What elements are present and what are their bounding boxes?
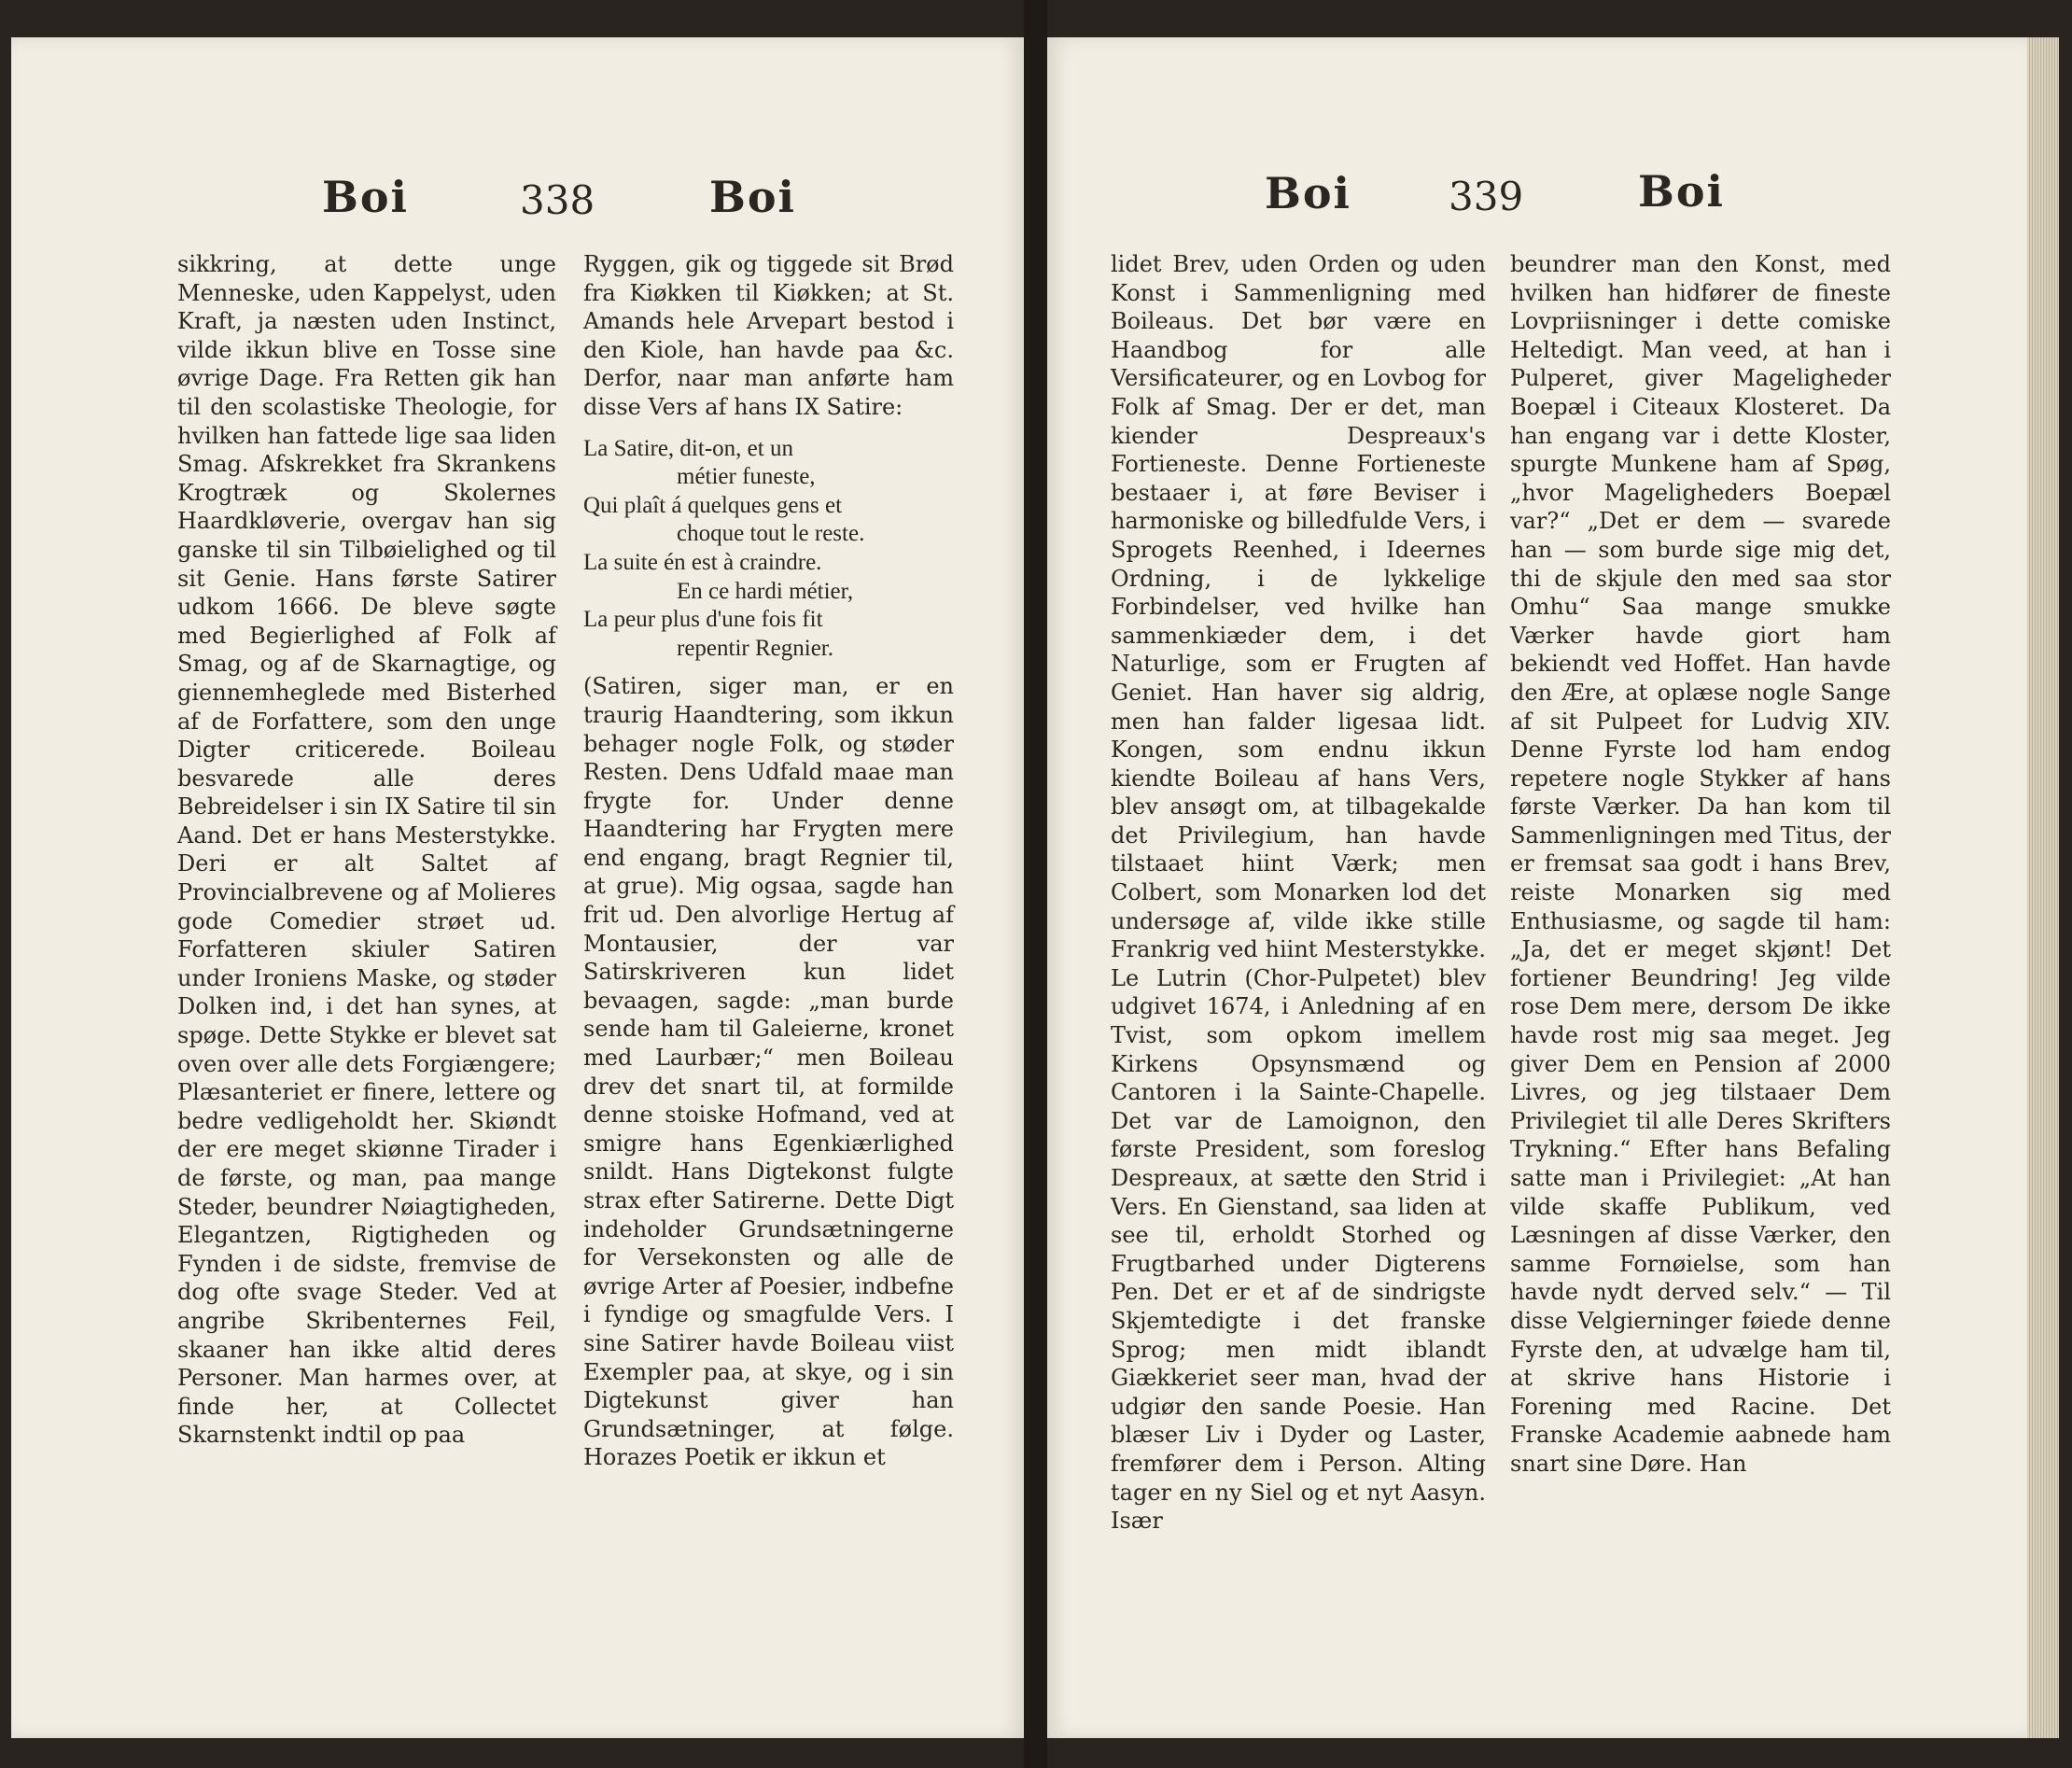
body-text: (Satiren, siger man, er en traurig Haandtering, som ikkun behager nogle Folk, og støder Resten. Dens Udfald maae man frygte for. Under denne Haandtering har Frygten mere end engang, bragt Regnier til, at grue). Mig ogsaa, sagde han frit ud. Den alvorlige Hertug af Montausier, der var Satirskriveren kun lidet bevaagen, sagde: „man burde sende ham til Galeierne, kronet med Laurbær;“ men Boileau drev det snart til, at formilde denne stoiske Hofmand, ved at smigre hans Egenkiærlighed snildt. Hans Digtekonst fulgte strax efter Satirerne. Dette Digt indeholder Grundsætningerne for Versekonsten og alle de øvrige Arter af Poesier, indbefne i fyndige og smagfulde Vers. I sine Satirer havde Boileau viist Exempler paa, at skye, og i sin Digtekunst giver han Grundsætninger, at følge. Horazes Poetik er ikkun et xyxy=(583,673,954,1471)
left-page xyxy=(11,37,1024,1738)
verse-line: La peur plus d'une fois fit xyxy=(583,607,823,633)
text-column-2 xyxy=(1510,250,1891,1479)
header-word-right: Boi xyxy=(709,172,797,222)
text-column-2 xyxy=(583,250,954,1472)
right-page xyxy=(1047,37,2027,1738)
verse-line: La suite én est à craindre. xyxy=(583,549,822,575)
text-column-1 xyxy=(1111,250,1486,1536)
verse-line: La Satire, dit-on, et un xyxy=(583,435,793,461)
body-text: sikkring, at dette unge Menneske, uden Kappelyst, uden Kraft, ja næsten uden Instinct, vilde ikkun blive en Tosse sine øvrige Dage. Fra Retten gik han til den scolastiske Theologie, for hvilken han fattede lige saa liden Smag. Afskrekket fra Skrankens Krogtræk og Skolernes Haardkløverie, overgav han sig ganske til sin Tilbøielighed og til sit Genie. Hans første Satirer udkom 1666. De bleve søgte med Begierlighed af Folk af Smag, og af de Skarnagtige, og giennemheglede med Bisterhed af de Forfattere, som den unge Digter criticerede. Boileau besvarede alle deres Bebreidelser i sin IX Satire til sin Aand. Det er hans Mesterstykke. Deri er alt Saltet af Provincialbrevene og af Molieres gode Comedier strøet ud. Forfatteren skiuler Satiren under Ironiens Maske, og støder Dolken ind, i det han synes, at spøge. Dette Stykke er blevet sat oven over alle dets Forgiængere; Plæsanteriet er finere, lettere og bedre vedligeholdt her. Skiøndt der ere meget skiønne Tirader i de første, og man, paa mange Steder, beundrer Nøiagtigheden, Elegantzen, Rigtigheden og Fynden i de sidste, fremvise de dog ofte svage Steder. Ved at angribe Skribenternes Feil, skaaner han ikke altid deres Personer. Man harmes over, at finde her, at Collectet Skarnstenkt indtil op paa xyxy=(177,251,556,1449)
header-word-right: Boi xyxy=(1638,166,1726,217)
body-text: lidet Brev, uden Orden og uden Konst i Sammenligning med Boileaus. Det bør være en Haandbog for alle Versificateurer, og en Lovbog for Folk af Smag. Der er det, man kiender Despreaux's Fortieneste. Denne Fortieneste bestaaer i, at føre Beviser i harmoniske og billedfulde Vers, i Sprogets Reenhed, i Ideernes Ordning, i de lykkelige Forbindelser, ved hvilke han sammenkiæder dem, i det Naturlige, som er Frugten af Geniet. Han haver sig aldrig, men han falder ligesaa lidt. Kongen, som endnu ikkun kiendte Boileau af hans Vers, blev ansøgt om, at tilbagekalde det Privilegium, han havde tilstaaet hiint Værk; men Colbert, som Monarken lod det undersøge af, vilde ikke stille Frankrig ved hiint Mesterstykke. Le Lutrin (Chor-Pulpetet) blev udgivet 1674, i Anledning af en Tvist, som opkom imellem Kirkens Opsynsmænd og Cantoren i la Sainte-Chapelle. Det var de Lamoignon, den første President, som foreslog Despreaux, at sætte den Strid i Vers. En Gienstand, saa liden at see til, erholdt Storhed og Frugtbarhed under Digterens Pen. Det er et af de sindrigste Skjemtedigte i det franske Sprog; men midt iblandt Giækkeriet seer man, hvad der udgiør den sande Poesie. Han blæser Liv i Dyder og Laster, fremfører dem i Person. Alting tager en ny Siel og et nyt Aasyn. Især xyxy=(1111,251,1486,1535)
verse-line: En ce hardi métier, xyxy=(677,578,854,604)
page-number: 339 xyxy=(1449,174,1524,219)
book-gutter xyxy=(1024,0,1047,1768)
verse-line: métier funeste, xyxy=(677,464,816,490)
page-edges xyxy=(2027,37,2059,1738)
body-text: beundrer man den Konst, med hvilken han hidfører de fineste Lovpriisninger i dette comiske Heltedigt. Man veed, at han i Pulperet, giver Mageligheder Boepæl i Citeaux Klosteret. Da han engang var i dette Kloster, spurgte Munkene ham af Spøg, „hvor Mageligheders Boepæl var?“ „Det er dem — svarede han — som burde sige mig det, thi de skjule den med saa stor Omhu“ Saa mange smukke Værker havde giort ham bekiendt ved Hoffet. Han havde den Ære, at oplæse nogle Sange af sit Pulpeet for Ludvig XIV. Denne Fyrste lod ham endog repetere nogle Stykker af hans første Værker. Da han kom til Sammenligningen med Titus, der er fremsat saa godt i hans Brev, reiste Monarken sig med Enthusiasme, og sagde til ham: „Ja, det er meget skjønt! Det fortiener Beundring! Jeg vilde rose Dem mere, dersom De ikke havde rost mig saa meget. Jeg giver Dem en Pension af 2000 Livres, og jeg tilstaaer Dem Privilegiet til alle Deres Skrifters Trykning.“ Efter hans Befaling satte man i Privilegiet: „At han vilde skaffe Publikum, ved Læsningen af disse Værker, den samme Fornøielse, som han havde nydt derved selv.“ — Til disse Velgierninger føiede denne Fyrste den, at udvælge ham til, at skrive hans Historie i Forening med Racine. Det Franske Academie aabnede ham snart sine Døre. Han xyxy=(1510,251,1891,1477)
body-text: Ryggen, gik og tiggede sit Brød fra Kiøkken til Kiøkken; at St. Amands hele Arvepart bestod i den Kiole, han havde paa &c. Derfor, naar man anførte ham disse Vers af hans IX Satire: xyxy=(583,251,954,420)
page-header xyxy=(1047,149,2027,233)
page-number: 338 xyxy=(520,177,595,223)
verse-line: repentir Regnier. xyxy=(677,635,833,661)
page-header xyxy=(11,149,1024,233)
verse-line: Qui plaît á quelques gens et xyxy=(583,492,843,518)
text-column-1 xyxy=(177,250,556,1450)
header-word-left: Boi xyxy=(322,172,410,222)
header-word-left: Boi xyxy=(1265,168,1352,218)
french-verse-quote xyxy=(583,435,954,664)
verse-line: choque tout le reste. xyxy=(677,521,865,547)
